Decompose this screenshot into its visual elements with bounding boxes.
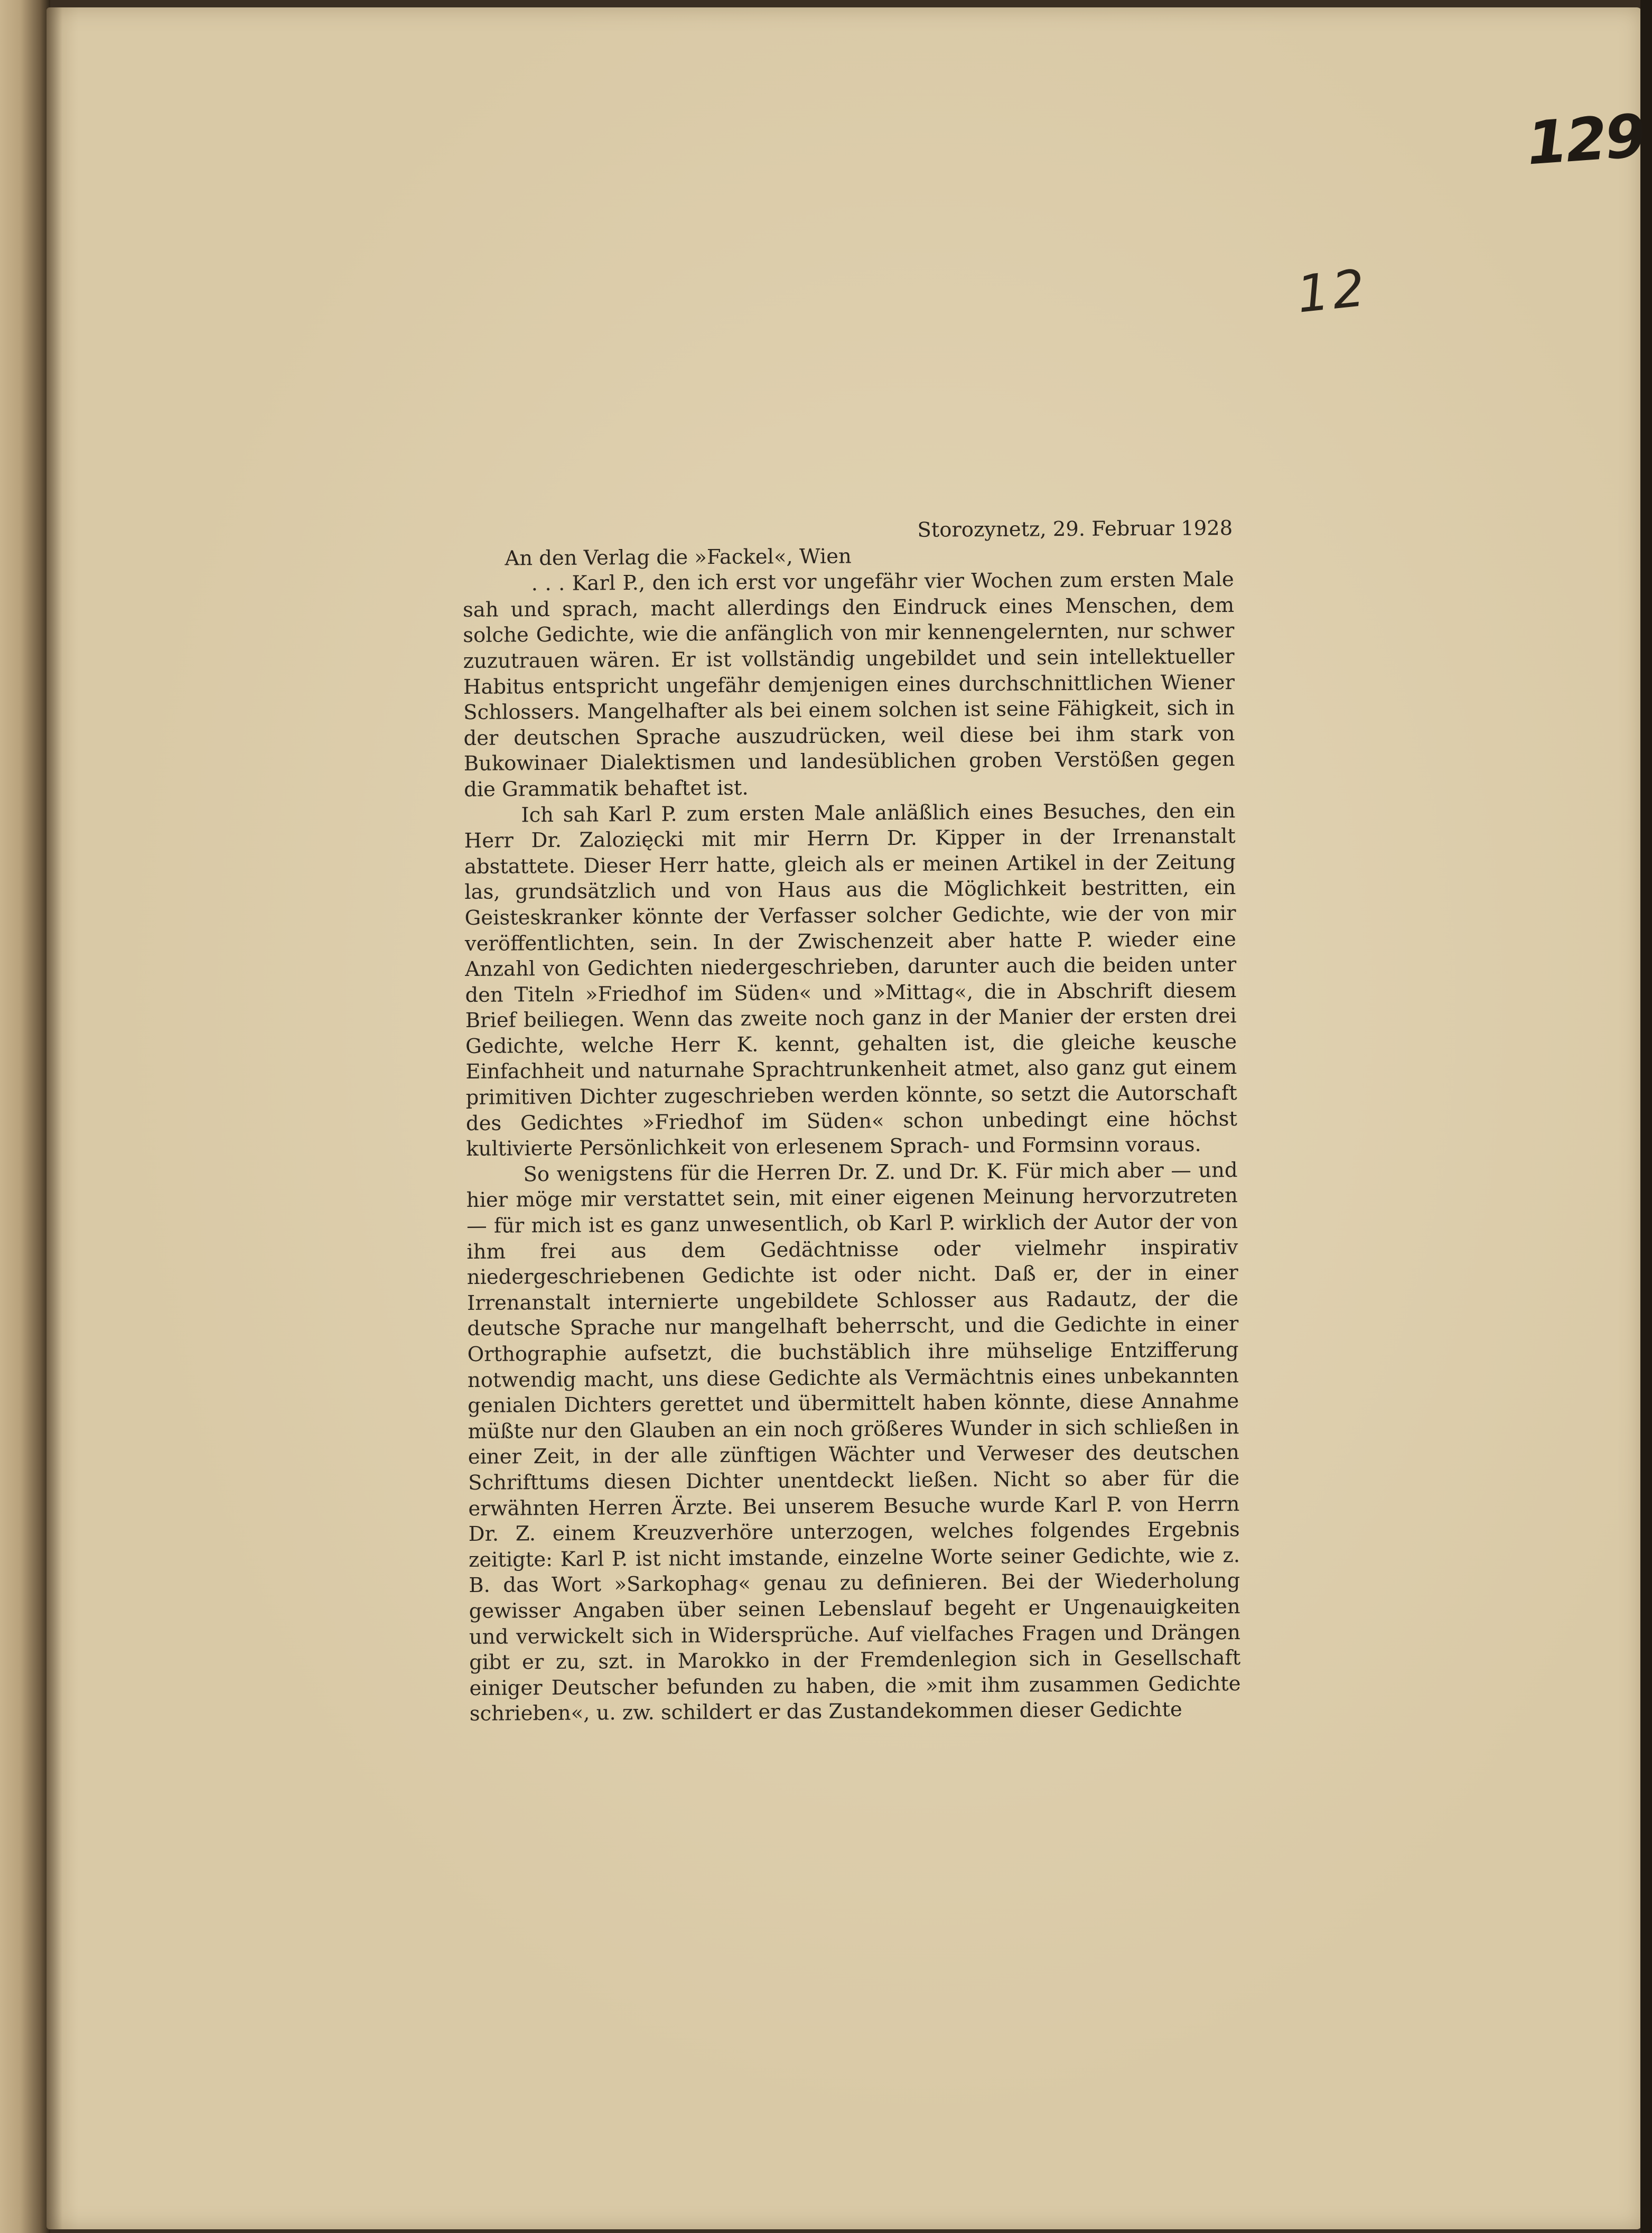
scanner-border [1640,0,1652,2233]
fold-shadow [46,7,62,2229]
handwritten-folio-mark: 12 [1294,258,1371,324]
letter-paragraph: . . . Karl P., den ich erst vor ungefähr vier Wochen zum ersten Male sah und sprach, macht allerdings den Eindruck eines Menschen, dem solche Gedichte, wie die anfänglich von mir kennengelernten, nur schwer zuzutrauen wären. Er ist vollständig ungebildet und sein intellektueller Habitus entspricht ungefähr demjenigen eines durchschnittlichen Wiener Schlossers. Mangelhafter als bei einem solchen ist seine Fähigkeit, sich in der deutschen Sprache auszudrücken, weil diese bei ihm stark von Bukowinaer Dialektismen und landesüblichen groben Verstößen gegen die Grammatik behaftet ist. [462,567,1235,802]
letter-paragraph: So wenigstens für die Herren Dr. Z. und Dr. K. Für mich aber — und hier möge mir verstattet sein, mit einer eigenen Meinung hervorzutreten — für mich ist es ganz unwesentlich, ob Karl P. wirklich der Autor der von ihm frei aus dem Gedächtnisse oder vielmehr inspirativ niedergeschriebenen Gedichte ist oder nicht. Daß er, der in einer Irrenanstalt internierte ungebildete Schlosser aus Radautz, der die deutsche Sprache nur mangelhaft beherrscht, und die Gedichte in einer Orthographie aufsetzt, die buchstäblich ihre mühselige Entzifferung notwendig macht, uns diese Gedichte als Vermächtnis eines unbekannten genialen Dichters gerettet und übermittelt haben könnte, diese Annahme müßte nur den Glauben an ein noch größeres Wunder in sich schließen in einer Zeit, in der alle zünftigen Wächter und Verweser des deutschen Schrifttums diesen Dichter unentdeckt ließen. Nicht so aber für die erwähnten Herren Ärzte. Bei unserem Besuche wurde Karl P. von Herrn Dr. Z. einem Kreuzverhöre unterzogen, welches folgendes Ergebnis zeitigte: Karl P. ist nicht imstande, einzelne Worte seiner Gedichte, wie z. B. das Wort »Sarkophag« genau zu definieren. Bei der Wiederholung gewisser Angaben über seinen Lebenslauf begeht er Ungenauigkeiten und verwickelt sich in Widersprüche. Auf vielfaches Fragen und Drängen gibt er zu, szt. in Marokko in der Fremdenlegion sich in Gesellschaft einiger Deutscher befunden zu haben, die »mit ihm zusammen Gedichte schrieben«, u. zw. schildert er das Zustandekommen dieser Gedichte [466,1158,1241,1726]
letter-dateline: Storozynetz, 29. Februar 1928 [917,516,1233,542]
letter-paragraph: Ich sah Karl P. zum ersten Male anläßlich eines Besuches, den ein Herr Dr. Zalozięcki mit mir Herrn Dr. Kipper in der Irrenanstalt abstattete. Dieser Herr hatte, gleich als er meinen Artikel in der Zeitung las, grundsätzlich und von Haus aus die Möglichkeit bestritten, ein Geisteskranker könnte der Verfasser solcher Gedichte, wie der von mir veröffentlichten, sein. In der Zwischenzeit aber hatte P. wieder eine Anzahl von Gedichten niedergeschrieben, darunter auch die beiden unter den Titeln »Friedhof im Süden« und »Mittag«, die in Abschrift diesem Brief beiliegen. Wenn das zweite noch ganz in der Manier der ersten drei Gedichte, welche Herr K. kennt, gehalten ist, die gleiche keusche Einfachheit und naturnahe Sprachtrunkenheit atmet, also ganz gut einem primitiven Dichter zugeschrieben werden könnte, so setzt die Autorschaft des Gedichtes »Friedhof im Süden« schon unbedingt eine höchst kultivierte Persönlichkeit von erlesenem Sprach- und Formsinn voraus. [464,798,1238,1161]
letter-address: An den Verlag die »Fackel«, Wien [505,544,852,571]
letter-text-block [462,516,1241,1727]
binding-edge [0,0,50,2233]
handwritten-page-number: 129 [1524,101,1647,179]
